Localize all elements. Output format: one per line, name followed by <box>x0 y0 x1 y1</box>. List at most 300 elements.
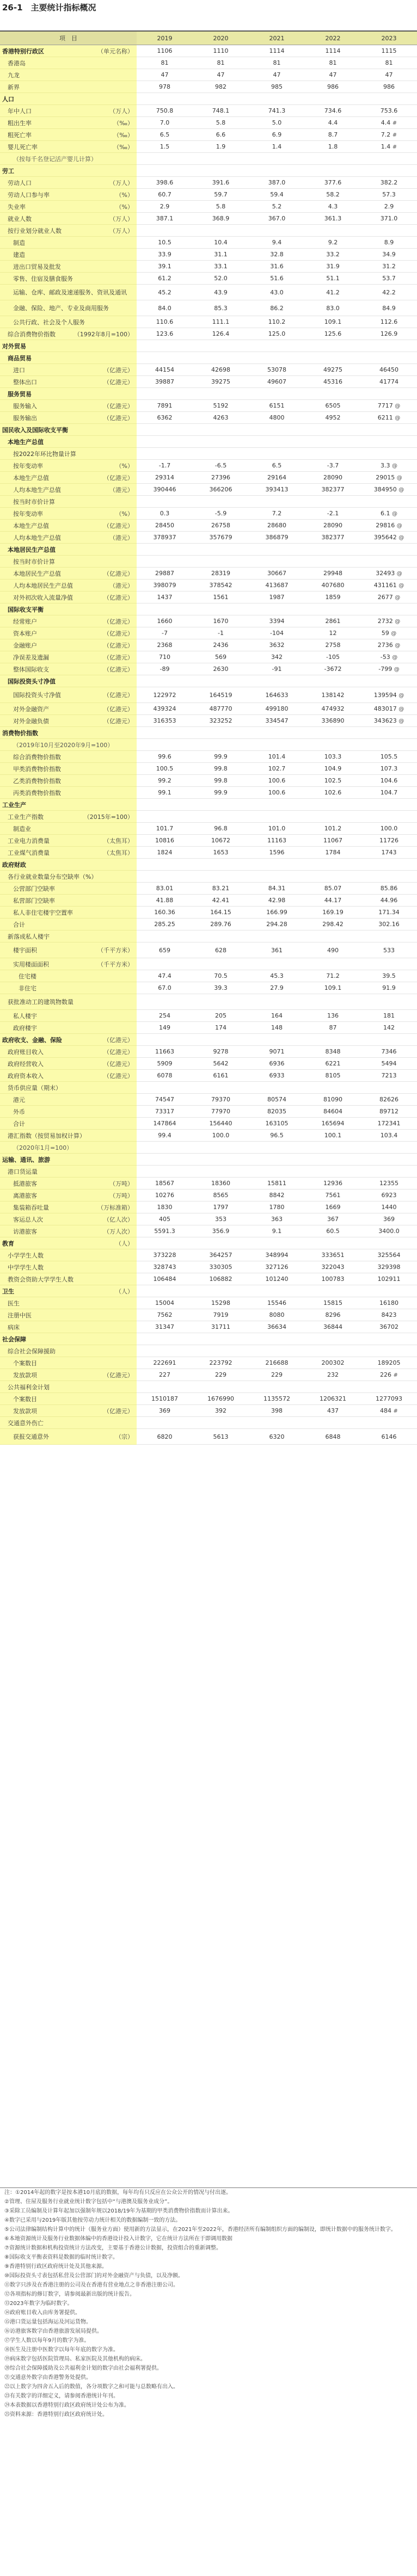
value-cell-2022 <box>305 316 361 328</box>
value-cell-2020 <box>193 1261 249 1273</box>
cell-value: 99.4 <box>158 1132 171 1139</box>
row-label: 资本账户 <box>13 630 37 637</box>
table-row <box>0 919 417 930</box>
row-label: 制造 <box>13 239 25 246</box>
value-cell-2019 <box>137 675 193 687</box>
row-unit: （亿港元） <box>103 1036 133 1044</box>
value-cell-2022 <box>305 1034 361 1046</box>
table-row <box>0 81 417 93</box>
cell-value: 285.25 <box>154 921 175 928</box>
value-cell-2020 <box>193 687 249 703</box>
value-cell-2020 <box>193 859 249 871</box>
cell-value: 6505 <box>325 402 341 409</box>
row-label-cell <box>0 57 137 69</box>
cell-value: 294.28 <box>266 921 287 928</box>
value-cell-2023 <box>361 376 417 388</box>
value-cell-2021 <box>249 1166 305 1178</box>
row-label-cell <box>0 412 137 424</box>
row-label: 经常账户 <box>13 618 37 625</box>
row-label-cell <box>0 1082 137 1094</box>
value-cell-2023 <box>361 1369 417 1381</box>
row-label: 劳动人口参与率 <box>8 191 50 199</box>
cell-value: 398.6 <box>156 179 174 186</box>
value-cell-2020 <box>193 1381 249 1393</box>
row-label-cell <box>0 1417 137 1429</box>
row-unit: （‰） <box>113 143 133 151</box>
section-title: 国际收支平衡 <box>8 606 44 613</box>
cell-value: 5.0 <box>272 119 282 126</box>
cell-value: 343623 <box>373 717 397 724</box>
cell-value: 382377 <box>321 534 345 541</box>
cell-value: 28319 <box>211 570 230 577</box>
cell-value: 33.1 <box>214 263 228 270</box>
value-cell-2022 <box>305 520 361 532</box>
cell-value: 81 <box>161 59 169 66</box>
page-title: 26-1 主要统计指标概况 <box>2 3 96 13</box>
value-cell-2020 <box>193 201 249 213</box>
value-cell-2023 <box>361 1130 417 1142</box>
value-cell-2020 <box>193 919 249 930</box>
value-cell-2020 <box>193 93 249 105</box>
table-row <box>0 1118 417 1130</box>
cell-value: 11663 <box>155 1048 174 1055</box>
cell-value: 223792 <box>209 1359 232 1366</box>
cell-value: 227 <box>159 1371 170 1378</box>
cell-value: 147864 <box>153 1120 176 1127</box>
row-label: 抵港旅客 <box>13 1180 37 1187</box>
cell-value: 104.6 <box>380 777 398 784</box>
cell-value: 60.5 <box>326 1228 340 1235</box>
cell-value: -6.5 <box>214 462 227 469</box>
row-label-cell <box>0 1345 137 1357</box>
cell-value: 36634 <box>267 1323 286 1330</box>
cell-value: 361.3 <box>324 215 342 222</box>
cell-value: 2758 <box>325 642 341 649</box>
value-cell-2023 <box>361 412 417 424</box>
value-cell-2021 <box>249 703 305 715</box>
value-cell-2022 <box>305 1154 361 1166</box>
cell-value: 16180 <box>379 1299 398 1307</box>
value-cell-2020 <box>193 261 249 273</box>
value-cell-2022 <box>305 1225 361 1237</box>
value-cell-2020 <box>193 1142 249 1154</box>
cell-value: 316353 <box>153 717 176 724</box>
value-cell-2021 <box>249 907 305 919</box>
table-row <box>0 568 417 580</box>
row-unit: （亿港元） <box>103 1371 133 1379</box>
value-cell-2021 <box>249 45 305 57</box>
value-cell-2021 <box>249 544 305 556</box>
cell-value: -53 <box>380 654 390 661</box>
row-unit: （亿港元） <box>103 665 133 673</box>
value-cell-2023 <box>361 448 417 460</box>
value-cell-2023 <box>361 994 417 1010</box>
value-cell-2019 <box>137 388 193 400</box>
section-title: 国际投资头寸净值 <box>8 677 56 685</box>
value-cell-2022 <box>305 1417 361 1429</box>
row-label: 医生 <box>8 1299 20 1307</box>
value-cell-2023 <box>361 1058 417 1070</box>
row-label: 丙类消费物价指数 <box>13 789 61 797</box>
value-cell-2019 <box>137 105 193 117</box>
row-unit: （%） <box>115 203 133 211</box>
cell-value: 102.6 <box>324 789 342 796</box>
cell-value: 74547 <box>155 1096 174 1103</box>
value-cell-2021 <box>249 615 305 627</box>
cell-value: 111.1 <box>212 318 230 325</box>
value-cell-2020 <box>193 1297 249 1309</box>
value-cell-2020 <box>193 45 249 57</box>
statistics-table <box>0 32 417 1445</box>
row-unit: （亿港元） <box>103 717 133 725</box>
table-row <box>0 1309 417 1321</box>
value-cell-2020 <box>193 930 249 942</box>
value-cell-2019 <box>137 919 193 930</box>
row-label-cell <box>0 556 137 568</box>
cell-value: 99.1 <box>158 789 171 796</box>
row-unit: （人） <box>115 1240 133 1247</box>
value-cell-2019 <box>137 1118 193 1130</box>
value-cell-2020 <box>193 1201 249 1213</box>
table-row <box>0 1417 417 1429</box>
table-row <box>0 141 417 153</box>
value-cell-2023 <box>361 811 417 823</box>
cell-value: 226 <box>380 1371 392 1378</box>
value-cell-2019 <box>137 400 193 412</box>
value-cell-2023 <box>361 727 417 739</box>
value-cell-2019 <box>137 651 193 663</box>
row-label-cell <box>0 1034 137 1046</box>
value-cell-2022 <box>305 412 361 424</box>
value-cell-2021 <box>249 285 305 300</box>
cell-value: 106484 <box>153 1275 176 1283</box>
revision-mark: @ <box>395 619 401 625</box>
value-cell-2021 <box>249 1381 305 1393</box>
cell-value: 474932 <box>321 705 345 712</box>
cell-value: 160.36 <box>154 909 175 916</box>
row-unit: （太焦耳） <box>103 849 133 856</box>
cell-value: 373228 <box>153 1252 176 1259</box>
section-title: 政府收支、金融、保险 <box>2 1036 62 1044</box>
row-label-cell <box>0 520 137 532</box>
value-cell-2022 <box>305 942 361 958</box>
row-label-cell <box>0 1261 137 1273</box>
value-cell-2021 <box>249 388 305 400</box>
value-cell-2021 <box>249 883 305 895</box>
value-cell-2023 <box>361 328 417 340</box>
value-cell-2023 <box>361 316 417 328</box>
value-cell-2021 <box>249 1070 305 1082</box>
revision-mark: @ <box>392 463 397 469</box>
cell-value: 387.0 <box>268 179 286 186</box>
cell-value: 8.9 <box>384 239 394 246</box>
value-cell-2023 <box>361 273 417 285</box>
value-cell-2023 <box>361 958 417 970</box>
cell-value: 39.1 <box>158 263 171 270</box>
cell-value: 36844 <box>323 1323 342 1330</box>
cell-value: 6.1 <box>381 510 390 517</box>
value-cell-2020 <box>193 1393 249 1405</box>
section-row <box>0 1237 417 1249</box>
cell-value: 100.6 <box>268 789 286 796</box>
value-cell-2022 <box>305 1142 361 1154</box>
cell-value: 5642 <box>213 1060 229 1067</box>
cell-value: 348994 <box>265 1252 289 1259</box>
row-label-cell <box>0 352 137 364</box>
row-label-cell <box>0 364 137 376</box>
row-unit: （万吨） <box>109 1192 133 1199</box>
cell-value: 298.42 <box>322 921 344 928</box>
value-cell-2020 <box>193 763 249 775</box>
value-cell-2023 <box>361 895 417 907</box>
row-label: 小学学生人数 <box>8 1252 44 1259</box>
value-cell-2023 <box>361 907 417 919</box>
value-cell-2020 <box>193 787 249 799</box>
row-label: 港汇指数（按贸易加权计算） <box>8 1132 85 1139</box>
cell-value: 6362 <box>157 414 173 421</box>
row-label: 整体出口 <box>13 378 37 386</box>
value-cell-2022 <box>305 739 361 751</box>
cell-value: 368.9 <box>212 215 230 222</box>
cell-value: 7.0 <box>160 119 170 126</box>
value-cell-2023 <box>361 739 417 751</box>
row-unit: （亿港元） <box>103 474 133 482</box>
footnote-line: ⑥本地资源统计及服务行业数据体编中的香港设计投入计数字，它在统计方法所在于即调用数据 <box>4 2236 232 2242</box>
value-cell-2020 <box>193 1106 249 1118</box>
value-cell-2022 <box>305 847 361 859</box>
cell-value: 216688 <box>265 1359 289 1366</box>
cell-value: 1780 <box>269 1204 285 1211</box>
value-cell-2021 <box>249 763 305 775</box>
value-cell-2022 <box>305 1213 361 1225</box>
value-cell-2022 <box>305 787 361 799</box>
row-label-cell <box>0 105 137 117</box>
cell-value: 164633 <box>265 691 289 699</box>
value-cell-2021 <box>249 484 305 496</box>
row-unit: （亿港元） <box>103 1048 133 1056</box>
value-cell-2019 <box>137 1034 193 1046</box>
cell-value: 367.0 <box>268 215 286 222</box>
row-label-cell <box>0 1285 137 1297</box>
row-label-cell <box>0 775 137 787</box>
row-label: 非住宅 <box>19 984 36 992</box>
row-label: 新界 <box>8 83 20 91</box>
value-cell-2022 <box>305 532 361 544</box>
value-cell-2023 <box>361 93 417 105</box>
row-label: 发放款项 <box>13 1371 37 1379</box>
row-label-cell <box>0 1058 137 1070</box>
cell-value: 1115 <box>381 47 397 54</box>
cell-value: 31.1 <box>214 251 228 258</box>
row-label-cell <box>0 591 137 603</box>
row-label-cell <box>0 1154 137 1166</box>
value-cell-2022 <box>305 1070 361 1082</box>
cell-value: 101.2 <box>324 825 342 832</box>
cell-value: 28090 <box>323 522 342 529</box>
cell-value: 2732 <box>377 618 393 625</box>
cell-value: 125.6 <box>324 330 342 337</box>
cell-value: 11067 <box>323 837 342 844</box>
value-cell-2020 <box>193 1166 249 1178</box>
value-cell-2019 <box>137 1106 193 1118</box>
value-cell-2023 <box>361 568 417 580</box>
row-label-cell <box>0 1369 137 1381</box>
section-title: 劳工 <box>2 167 14 175</box>
value-cell-2019 <box>137 436 193 448</box>
cell-value: 83.21 <box>212 885 230 892</box>
value-cell-2020 <box>193 237 249 249</box>
cell-value: 15004 <box>155 1299 174 1307</box>
value-cell-2022 <box>305 1201 361 1213</box>
value-cell-2019 <box>137 1094 193 1106</box>
value-cell-2019 <box>137 1309 193 1321</box>
row-label: 访港旅客 <box>13 1228 37 1235</box>
footnote-line: ⑬2023年数字为临时数字。 <box>4 2301 73 2307</box>
value-cell-2020 <box>193 568 249 580</box>
row-label: （2020年1月=100） <box>13 1144 73 1151</box>
value-cell-2022 <box>305 580 361 591</box>
value-cell-2021 <box>249 1022 305 1034</box>
cell-value: 7.2 <box>272 510 282 517</box>
row-label-cell <box>0 1190 137 1201</box>
value-cell-2023 <box>361 424 417 436</box>
section-title: 服务贸易 <box>8 390 32 398</box>
cell-value: 41.2 <box>326 288 340 296</box>
value-cell-2021 <box>249 930 305 942</box>
value-cell-2022 <box>305 1261 361 1273</box>
cell-value: 91.9 <box>382 984 396 991</box>
row-label-cell <box>0 703 137 715</box>
value-cell-2019 <box>137 823 193 835</box>
value-cell-2022 <box>305 727 361 739</box>
row-label: 粗出生率 <box>8 119 32 127</box>
value-cell-2019 <box>137 57 193 69</box>
value-cell-2021 <box>249 970 305 982</box>
cell-value: 82626 <box>379 1096 398 1103</box>
value-cell-2023 <box>361 763 417 775</box>
cell-value: 11163 <box>267 837 286 844</box>
section-row <box>0 1034 417 1046</box>
cell-value: 5613 <box>213 1433 229 1440</box>
value-cell-2020 <box>193 177 249 189</box>
footnote-line: 注：①2014年起的数字是按本港10月底的数据，每年均有只反应在公众公开的情况与付出逐。 <box>4 2190 232 2196</box>
value-cell-2023 <box>361 919 417 930</box>
table-row <box>0 225 417 237</box>
value-cell-2022 <box>305 675 361 687</box>
value-cell-2020 <box>193 1249 249 1261</box>
row-label: 按年变动率 <box>13 462 43 470</box>
value-cell-2021 <box>249 715 305 727</box>
revision-mark: # <box>392 120 397 126</box>
cell-value: 1206321 <box>320 1395 346 1402</box>
value-cell-2021 <box>249 1118 305 1130</box>
value-cell-2020 <box>193 942 249 958</box>
row-label-cell <box>0 213 137 225</box>
row-label-cell <box>0 1405 137 1417</box>
value-cell-2022 <box>305 1130 361 1142</box>
row-label: 合计 <box>13 1120 25 1127</box>
value-cell-2022 <box>305 651 361 663</box>
cell-value: 2736 <box>377 642 393 649</box>
row-label-cell <box>0 448 137 460</box>
cell-value: 982 <box>215 83 226 90</box>
value-cell-2022 <box>305 615 361 627</box>
value-cell-2022 <box>305 603 361 615</box>
table-row <box>0 57 417 69</box>
table-row <box>0 201 417 213</box>
row-label: 失业率 <box>8 203 26 211</box>
cell-value: 9.2 <box>328 239 338 246</box>
cell-value: 28090 <box>323 474 342 481</box>
value-cell-2023 <box>361 1345 417 1357</box>
value-cell-2022 <box>305 687 361 703</box>
cell-value: 139594 <box>373 691 397 699</box>
value-cell-2023 <box>361 823 417 835</box>
row-label-cell <box>0 895 137 907</box>
value-cell-2019 <box>137 727 193 739</box>
cell-value: 29887 <box>155 570 174 577</box>
value-cell-2023 <box>361 663 417 675</box>
value-cell-2023 <box>361 213 417 225</box>
cell-value: -7 <box>162 630 168 637</box>
cell-value: 6848 <box>325 1433 341 1440</box>
cell-value: 9.1 <box>272 1228 282 1235</box>
value-cell-2020 <box>193 400 249 412</box>
table-row <box>0 970 417 982</box>
value-cell-2021 <box>249 496 305 508</box>
value-cell-2023 <box>361 1070 417 1082</box>
cell-value: 36702 <box>379 1323 398 1330</box>
row-label-cell <box>0 958 137 970</box>
value-cell-2022 <box>305 273 361 285</box>
cell-value: 80574 <box>267 1096 286 1103</box>
value-cell-2021 <box>249 213 305 225</box>
value-cell-2019 <box>137 544 193 556</box>
value-cell-2020 <box>193 591 249 603</box>
value-cell-2023 <box>361 496 417 508</box>
cell-value: 39275 <box>211 378 230 385</box>
value-cell-2020 <box>193 388 249 400</box>
section-row <box>0 603 417 615</box>
row-unit: （宗） <box>115 1433 133 1440</box>
cell-value: 734.6 <box>324 107 342 114</box>
value-cell-2021 <box>249 1046 305 1058</box>
value-cell-2021 <box>249 201 305 213</box>
value-cell-2019 <box>137 424 193 436</box>
value-cell-2021 <box>249 982 305 994</box>
value-cell-2022 <box>305 153 361 165</box>
value-cell-2022 <box>305 1345 361 1357</box>
row-label: 工业煤气消费量 <box>8 849 50 856</box>
value-cell-2020 <box>193 883 249 895</box>
row-label: 按2022年环比物量计算 <box>13 450 76 458</box>
cell-value: 15546 <box>267 1299 286 1307</box>
value-cell-2019 <box>137 907 193 919</box>
value-cell-2020 <box>193 1369 249 1381</box>
header-year-2021: 2021 <box>249 32 305 45</box>
cell-value: -1 <box>218 630 224 637</box>
cell-value: 47 <box>385 71 393 78</box>
cell-value: 6.5 <box>272 462 282 469</box>
row-label: 政府账目收入 <box>8 1048 44 1056</box>
value-cell-2022 <box>305 117 361 129</box>
cell-value: 99.6 <box>158 753 171 760</box>
value-cell-2021 <box>249 532 305 544</box>
cell-value: 1561 <box>213 594 229 601</box>
value-cell-2022 <box>305 352 361 364</box>
value-cell-2022 <box>305 105 361 117</box>
value-cell-2019 <box>137 1261 193 1273</box>
